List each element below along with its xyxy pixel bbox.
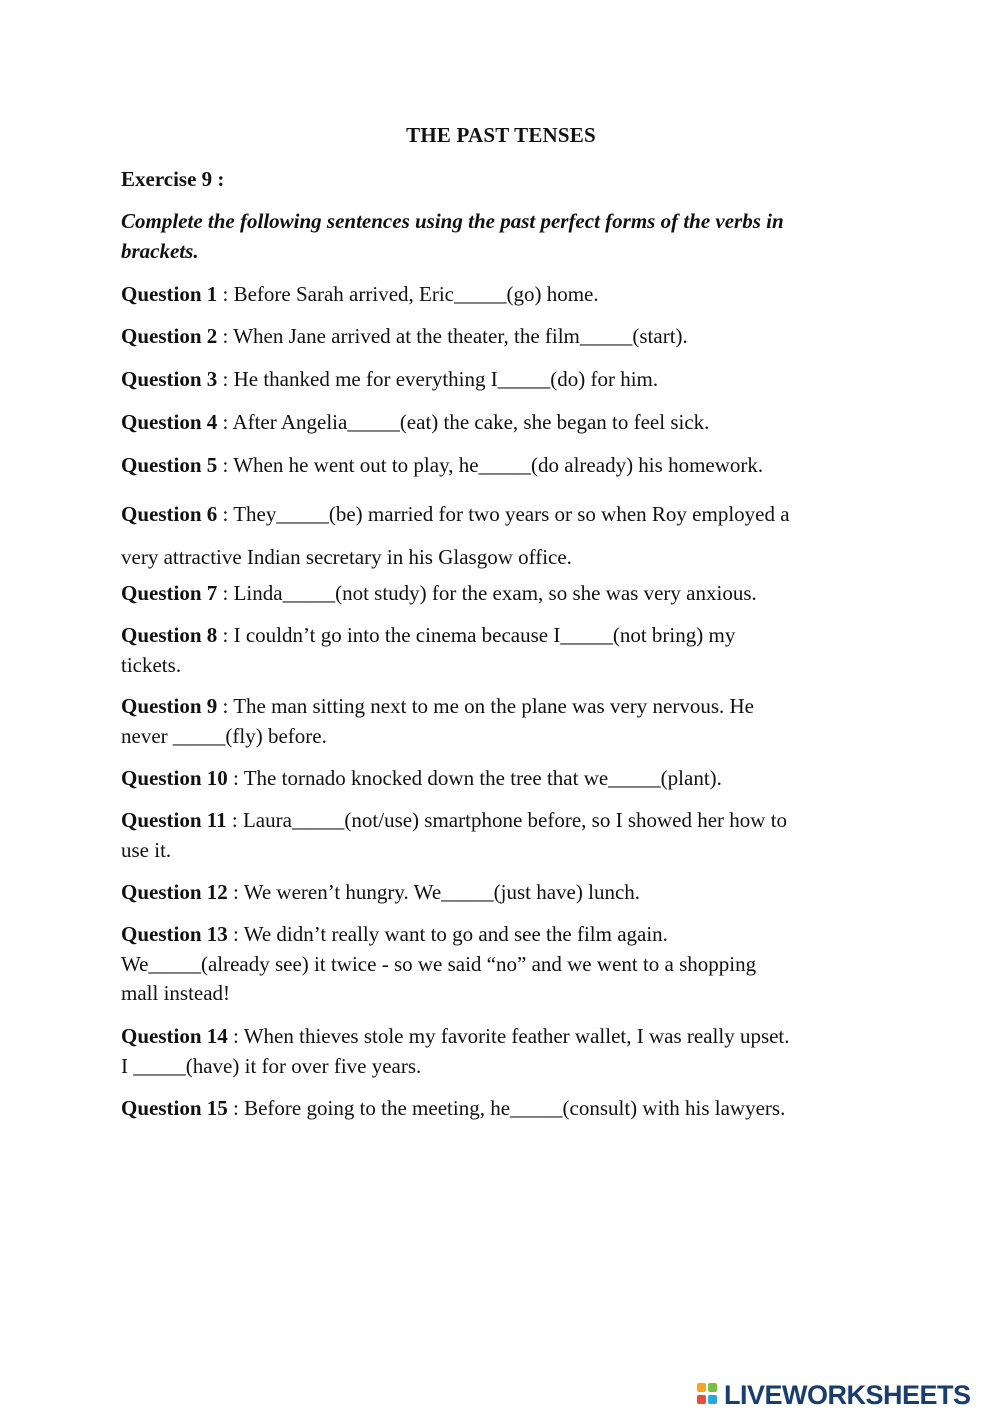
question-label: Question 15 (121, 1096, 228, 1120)
question-text: tickets. (121, 652, 182, 677)
question-label: Question 11 (121, 808, 227, 832)
question-line (121, 692, 881, 722)
question-label: Question 4 (121, 410, 218, 434)
question-text: : The tornado knocked down the tree that we_____(plant). (227, 766, 722, 790)
question-text: : They_____(be) married for two years or so when Roy employed a (217, 502, 790, 526)
instruction-line: brackets. (121, 239, 199, 263)
question-item (121, 322, 881, 352)
question-line (121, 979, 881, 1009)
question-text: : He thanked me for everything I_____(do) for him. (217, 367, 659, 391)
question-item (121, 365, 881, 395)
instruction-line: Complete the following sentences using the past perfect forms of the verbs in (121, 209, 784, 233)
question-item (121, 280, 881, 310)
question-line (121, 1052, 881, 1082)
question-line (121, 806, 881, 836)
question-line (121, 836, 881, 866)
question-label: Question 8 (121, 623, 218, 647)
question-item (121, 1022, 881, 1081)
question-line (121, 408, 881, 438)
question-label: Question 7 (121, 581, 218, 605)
question-item (121, 1094, 881, 1124)
question-label: Question 12 (121, 880, 228, 904)
liveworksheets-logo-icon (697, 1381, 721, 1409)
question-item (121, 621, 881, 680)
question-item (121, 806, 881, 865)
logo-text: LIVEWORKSHEETS (724, 1379, 971, 1410)
question-item (121, 692, 881, 751)
question-item (121, 920, 881, 1009)
question-line (121, 536, 881, 579)
question-text: mall instead! (121, 981, 231, 1005)
question-text: : Laura_____(not/use) smartphone before, so I showed her how to (226, 808, 788, 832)
question-text: : The man sitting next to me on the plane was very nervous. He (217, 694, 755, 718)
question-line (121, 878, 881, 908)
question-text: : We weren’t hungry. We_____(just have) lunch. (227, 880, 641, 904)
question-label: Question 2 (121, 324, 218, 348)
question-line (121, 451, 881, 481)
question-line (121, 920, 881, 950)
question-label: Question 9 (121, 694, 218, 718)
question-item (121, 764, 881, 794)
question-label: Question 6 (121, 502, 218, 526)
exercise-instruction (121, 206, 881, 266)
question-line (121, 365, 881, 395)
question-line (121, 950, 881, 980)
question-text: never _____(fly) before. (121, 723, 327, 748)
question-text: very attractive Indian secretary in his Glasgow office. (121, 545, 572, 569)
question-item (121, 579, 881, 609)
question-line (121, 1094, 881, 1124)
question-label: Question 1 (121, 282, 218, 306)
liveworksheets-logo (697, 1378, 971, 1412)
question-line (121, 579, 881, 609)
question-text: We_____(already see) it twice - so we said “no” and we went to a shopping (121, 951, 757, 976)
question-line (121, 722, 881, 752)
page-title: THE PAST TENSES (406, 123, 596, 147)
question-label: Question 14 (121, 1024, 228, 1048)
question-text: I _____(have) it for over five years. (121, 1053, 422, 1078)
question-text: : Linda_____(not study) for the exam, so she was very anxious. (217, 581, 757, 605)
question-item (121, 408, 881, 438)
exercise-heading: Exercise 9 : (121, 167, 225, 191)
question-line (121, 764, 881, 794)
question-label: Question 5 (121, 453, 218, 477)
question-line (121, 322, 881, 352)
question-text: : Before Sarah arrived, Eric_____(go) home. (217, 282, 599, 306)
question-line (121, 1022, 881, 1052)
question-line (121, 621, 881, 651)
question-text: : I couldn’t go into the cinema because I_____(not bring) my (217, 623, 736, 647)
question-text: : When Jane arrived at the theater, the film_____(start). (217, 324, 688, 348)
question-text: : When thieves stole my favorite feather wallet, I was really upset. (227, 1024, 790, 1048)
question-text: : After Angelia_____(eat) the cake, she began to feel sick. (217, 410, 710, 434)
question-item (121, 493, 881, 579)
question-item (121, 878, 881, 908)
question-label: Question 10 (121, 766, 228, 790)
question-label: Question 3 (121, 367, 218, 391)
question-item (121, 451, 881, 481)
question-line (121, 280, 881, 310)
question-line (121, 651, 881, 681)
question-text: : Before going to the meeting, he_____(consult) with his lawyers. (227, 1096, 786, 1120)
question-text: : We didn’t really want to go and see the film again. (227, 922, 668, 946)
question-text: : When he went out to play, he_____(do already) his homework. (217, 453, 764, 477)
question-line (121, 493, 881, 536)
question-label: Question 13 (121, 922, 228, 946)
question-text: use it. (121, 837, 172, 862)
